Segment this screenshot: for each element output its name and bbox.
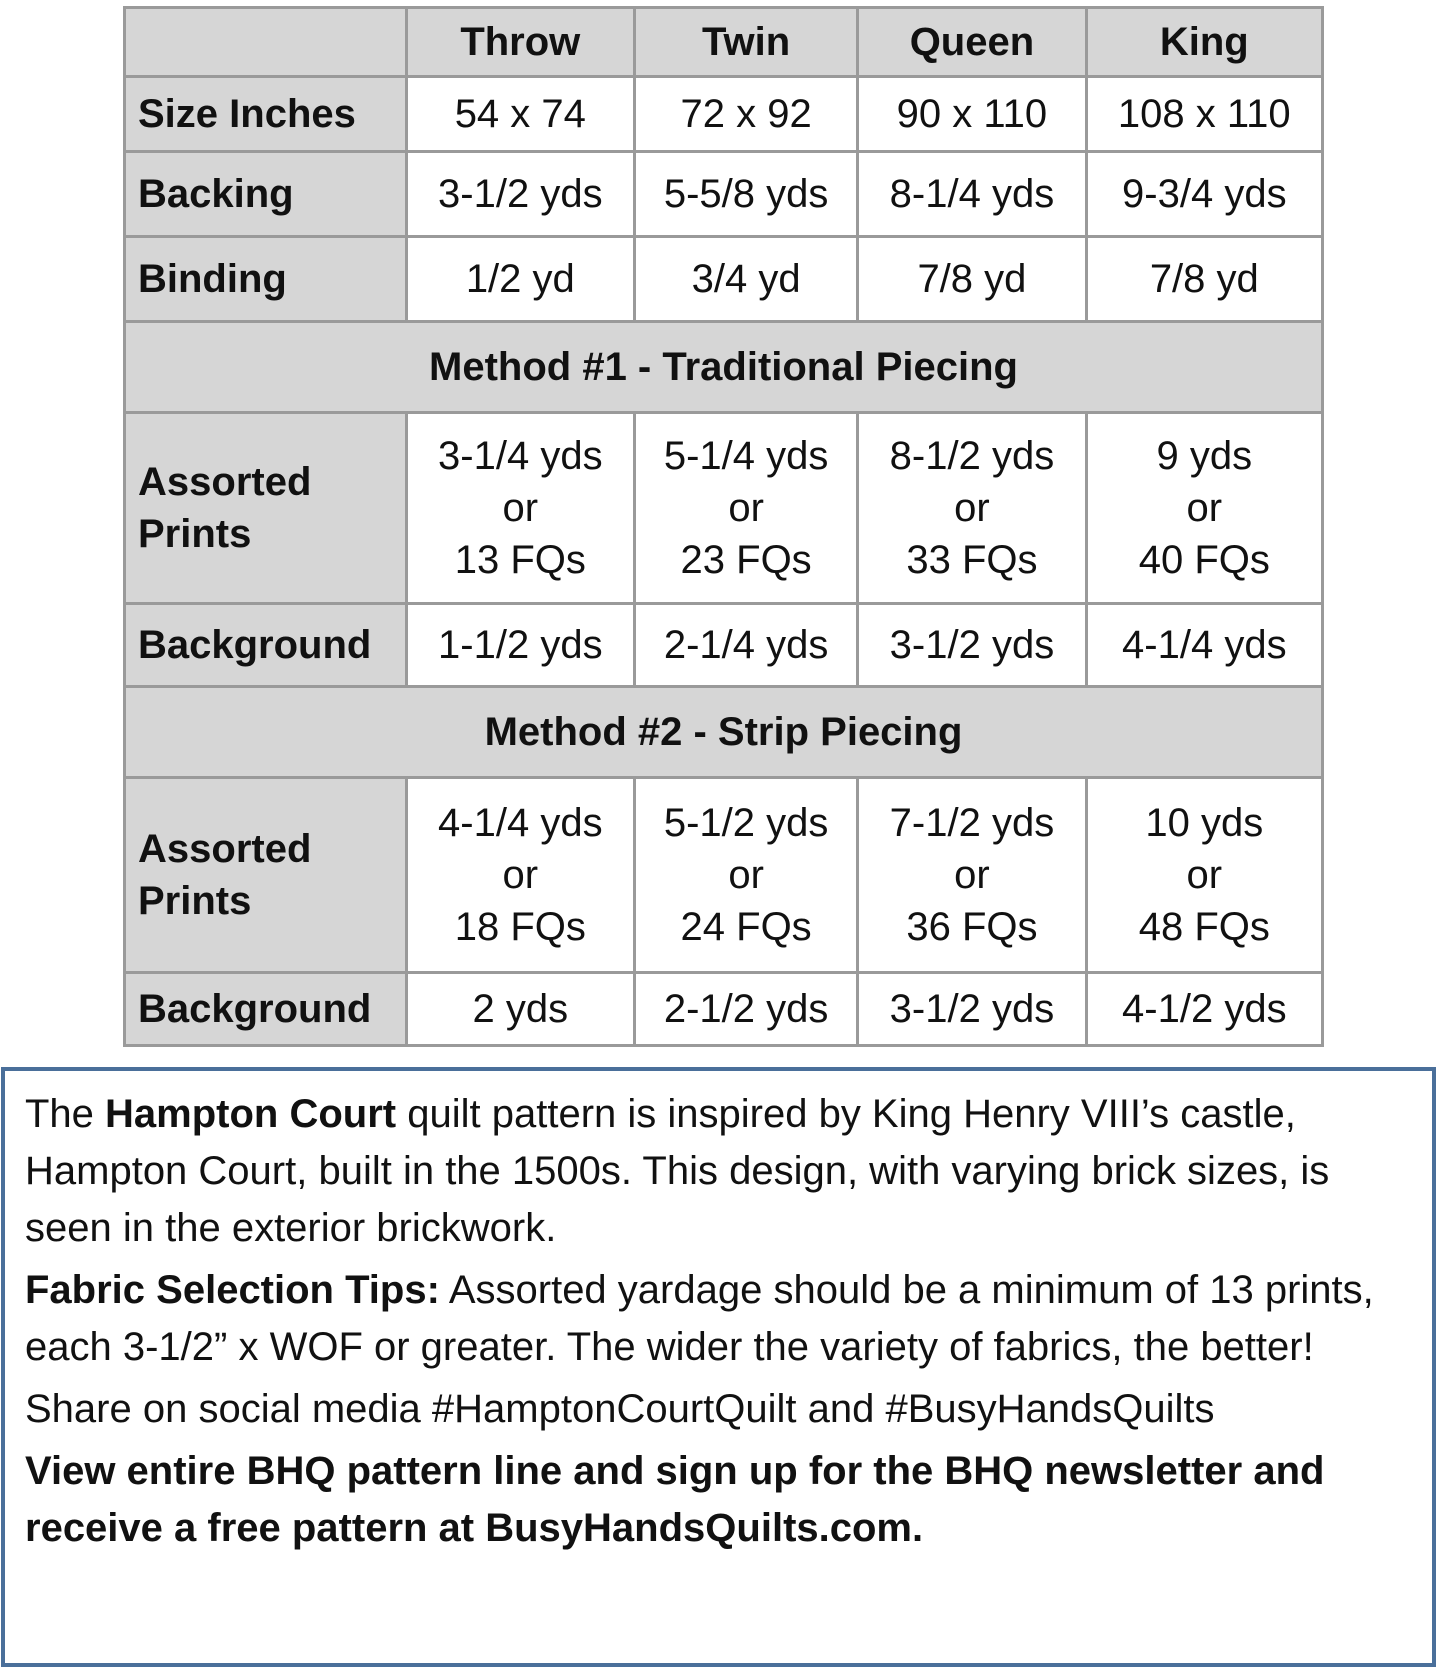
- row-label-assorted-prints: [125, 413, 407, 604]
- yardage-value: 8-1/2 yds: [889, 434, 1055, 478]
- table-cell: [1086, 413, 1322, 604]
- fat-quarter-value: 48 FQs: [1138, 905, 1270, 949]
- fat-quarter-value: 13 FQs: [454, 538, 586, 582]
- table-cell: 8-1/4 yds: [858, 152, 1086, 237]
- section-title-method-1: Method #1 - Traditional Piecing: [125, 322, 1323, 413]
- newsletter-text: View entire BHQ pattern line and sign up for the BHQ newsletter and receive a free pattern at BusyHandsQuilts.com.: [25, 1449, 1325, 1550]
- yardage-value: 7-1/2 yds: [889, 801, 1055, 845]
- or-text: or: [954, 486, 990, 530]
- or-text: or: [502, 486, 539, 530]
- table-row: [125, 604, 1323, 687]
- yardage-table: [123, 6, 1324, 1047]
- yardage-value: 4-1/4 yds: [438, 801, 603, 845]
- or-text: or: [1186, 853, 1223, 897]
- fat-quarter-value: 36 FQs: [906, 905, 1038, 949]
- fat-quarter-value: 18 FQs: [454, 905, 586, 949]
- social-media-line: Share on social media #HamptonCourtQuilt and #BusyHandsQuilts: [25, 1387, 1215, 1431]
- section-row-method-1: [125, 322, 1323, 413]
- table-row: [125, 237, 1323, 322]
- table-cell: 3-1/2 yds: [858, 973, 1086, 1046]
- table-row: [125, 413, 1323, 604]
- section-title-method-2: Method #2 - Strip Piecing: [125, 687, 1323, 778]
- fabric-tips-text: Assorted yardage should be a minimum of 13 prints, each 3-1/2” x WOF or greater. The wider the variety of fabrics, the better!: [25, 1268, 1374, 1369]
- row-label-background: Background: [125, 973, 407, 1046]
- row-label-line: Assorted: [138, 827, 312, 871]
- row-label-size: Size Inches: [125, 77, 407, 152]
- table-cell: 3-1/2 yds: [406, 152, 634, 237]
- corner-cell: [125, 8, 407, 77]
- row-label-backing: Backing: [125, 152, 407, 237]
- description-paragraph: [25, 1086, 1414, 1257]
- or-text: or: [728, 486, 764, 530]
- table-cell: 108 x 110: [1086, 77, 1322, 152]
- table-row: [125, 152, 1323, 237]
- row-label-line: Assorted: [138, 460, 312, 504]
- fat-quarter-value: 24 FQs: [680, 905, 812, 949]
- fabric-tips-heading: Fabric Selection Tips:: [25, 1268, 440, 1312]
- table-cell: 3-1/2 yds: [858, 604, 1086, 687]
- or-text: or: [502, 853, 539, 897]
- table-cell: 90 x 110: [858, 77, 1086, 152]
- yardage-value: 5-1/4 yds: [663, 434, 829, 478]
- header-row: [125, 8, 1323, 77]
- table-cell: 5-5/8 yds: [634, 152, 857, 237]
- fat-quarter-value: 40 FQs: [1138, 538, 1270, 582]
- description-text: The: [25, 1092, 106, 1136]
- or-text: or: [1186, 486, 1223, 530]
- column-header-king: King: [1086, 8, 1322, 77]
- yardage-value: 9 yds: [1156, 434, 1253, 478]
- table-row: [125, 973, 1323, 1046]
- table-cell: 4-1/2 yds: [1086, 973, 1322, 1046]
- table-cell: [858, 778, 1086, 973]
- row-label-background: Background: [125, 604, 407, 687]
- table-cell: 54 x 74: [406, 77, 634, 152]
- fabric-tips-paragraph: [25, 1262, 1414, 1376]
- table-cell: [634, 413, 857, 604]
- column-header-throw: Throw: [406, 8, 634, 77]
- yardage-value: 3-1/4 yds: [438, 434, 603, 478]
- table-cell: 2-1/2 yds: [634, 973, 857, 1046]
- table-cell: 2 yds: [406, 973, 634, 1046]
- row-label-line: Prints: [138, 879, 252, 923]
- row-label-line: Prints: [138, 512, 252, 556]
- table-cell: [406, 413, 634, 604]
- table-cell: [858, 413, 1086, 604]
- table-cell: 3/4 yd: [634, 237, 857, 322]
- table-cell: 7/8 yd: [1086, 237, 1322, 322]
- column-header-queen: Queen: [858, 8, 1086, 77]
- table-cell: 2-1/4 yds: [634, 604, 857, 687]
- table-row: [125, 778, 1323, 973]
- row-label-assorted-prints: [125, 778, 407, 973]
- or-text: or: [954, 853, 990, 897]
- section-row-method-2: [125, 687, 1323, 778]
- pattern-info-box: [1, 1067, 1436, 1667]
- table-cell: 72 x 92: [634, 77, 857, 152]
- table-row: [125, 77, 1323, 152]
- pattern-name: Hampton Court: [105, 1092, 397, 1136]
- yardage-value: 5-1/2 yds: [663, 801, 829, 845]
- table-cell: 9-3/4 yds: [1086, 152, 1322, 237]
- table-cell: [634, 778, 857, 973]
- table-cell: 1-1/2 yds: [406, 604, 634, 687]
- or-text: or: [728, 853, 764, 897]
- table-cell: 4-1/4 yds: [1086, 604, 1322, 687]
- table-cell: [1086, 778, 1322, 973]
- fat-quarter-value: 23 FQs: [680, 538, 812, 582]
- newsletter-call-to-action: [25, 1443, 1414, 1557]
- row-label-binding: Binding: [125, 237, 407, 322]
- table-cell: 7/8 yd: [858, 237, 1086, 322]
- column-header-twin: Twin: [634, 8, 857, 77]
- fat-quarter-value: 33 FQs: [906, 538, 1038, 582]
- yardage-value: 10 yds: [1145, 801, 1264, 845]
- description-text: quilt pattern is inspired by King Henry VIII’s castle, Hampton Court, built in the 1500s. This design, with varying brick sizes, is seen in the exterior brickwork.: [25, 1092, 1330, 1250]
- table-cell: [406, 778, 634, 973]
- table-cell: 1/2 yd: [406, 237, 634, 322]
